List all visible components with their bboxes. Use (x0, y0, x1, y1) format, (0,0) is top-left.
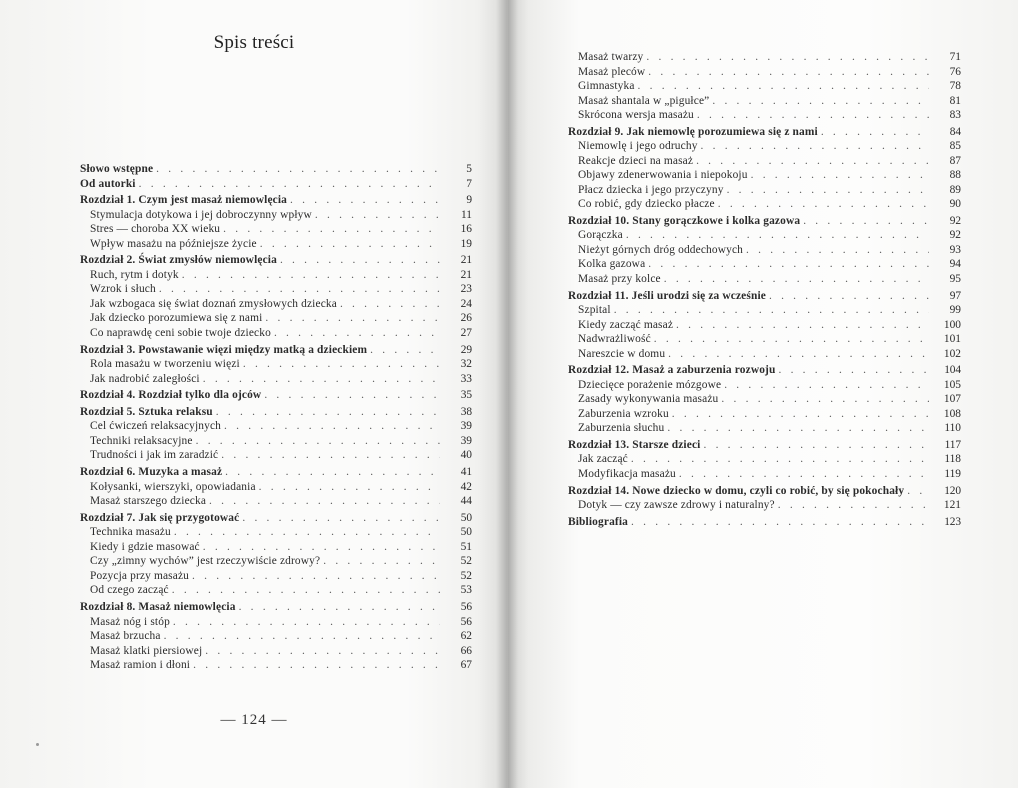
toc-entry-title: Objawy zdenerwowania i niepokoju (578, 169, 748, 182)
toc-entry-title: Masaż shantala w „pigułce” (578, 94, 710, 107)
toc-chapter-entry (568, 363, 961, 378)
toc-subentry (80, 525, 472, 540)
dot-leader (769, 289, 929, 304)
toc-entry-title: Rozdział 5. Sztuka relaksu (80, 405, 213, 418)
toc-entry-title: Rozdział 1. Czym jest masaż niemowlęcia (80, 194, 288, 207)
toc-entry-title: Rozdział 13. Starsze dzieci (568, 438, 701, 451)
toc-page-number: 71 (949, 51, 961, 63)
toc-chapter-entry (568, 515, 961, 530)
toc-subentry (80, 448, 472, 463)
toc-entry-title: Kiedy zacząć masaż (578, 318, 674, 331)
toc-entry-title: Masaż twarzy (578, 51, 644, 63)
toc-subentry (80, 494, 472, 509)
dot-leader (721, 392, 929, 407)
toc-entry-title: Kołysanki, wierszyki, opowiadania (90, 480, 256, 493)
toc-page-number: 99 (949, 304, 961, 317)
dot-leader (340, 297, 440, 312)
toc-page-number: 120 (944, 484, 961, 497)
dot-leader (631, 452, 929, 467)
dot-leader (803, 214, 929, 229)
toc-page-number: 56 (460, 601, 472, 613)
dot-leader (239, 600, 440, 615)
toc-chapter-entry (80, 253, 472, 268)
toc-subentry (80, 540, 472, 555)
dot-leader (697, 108, 929, 123)
dot-leader (173, 615, 440, 630)
toc-page-number: 42 (460, 480, 472, 493)
dot-leader (821, 125, 929, 140)
dot-leader (156, 162, 440, 177)
toc-entry-title: Zasady wykonywania masażu (578, 393, 719, 406)
dot-leader (216, 405, 440, 420)
dot-leader (164, 629, 440, 644)
dot-leader (646, 50, 929, 65)
dot-leader (274, 326, 440, 341)
toc-subentry (80, 372, 472, 387)
toc-page-number: 66 (460, 644, 472, 657)
dot-leader (242, 511, 440, 526)
dot-leader (746, 243, 929, 258)
toc-subentry (568, 452, 961, 467)
toc-subentry (568, 108, 961, 123)
toc-entry-title: Niemowlę i jego odruchy (578, 140, 698, 153)
toc-subentry (80, 583, 472, 598)
toc-subentry (80, 237, 472, 252)
toc-chapter-entry (80, 343, 472, 358)
toc-entry-title: Stymulacja dotykowa i jej dobroczynny wpływ (90, 208, 312, 221)
toc-subentry (568, 407, 961, 422)
toc-page-number: 67 (460, 659, 472, 671)
dot-leader (701, 139, 929, 154)
dot-leader (224, 419, 440, 434)
toc-subentry (568, 94, 961, 109)
toc-entry-title: Gimnastyka (578, 80, 635, 92)
toc-subentry (568, 168, 961, 183)
toc-entry-title: Nieżyt górnych dróg oddechowych (578, 243, 744, 256)
toc-page-number: 39 (460, 434, 472, 447)
toc-chapter-entry (568, 484, 961, 499)
dot-leader (654, 332, 929, 347)
toc-subentry (80, 554, 472, 569)
dot-leader (664, 272, 929, 287)
toc-entry-title: Rozdział 11. Jeśli urodzi się za wcześnie (568, 289, 766, 302)
toc-subentry (80, 326, 472, 341)
toc-page-number: 87 (949, 154, 961, 167)
toc-subentry (568, 498, 961, 513)
toc-right-list (568, 50, 961, 529)
toc-entry-title: Rozdział 9. Jak niemowlę porozumiewa się z nami (568, 125, 818, 138)
toc-page-number: 93 (949, 243, 961, 256)
dot-leader (290, 193, 440, 208)
toc-page-number: 105 (943, 378, 961, 391)
toc-entry-title: Dotyk — czy zawsze zdrowy i naturalny? (578, 499, 775, 512)
paper-speck (36, 743, 39, 746)
toc-page-number: 44 (460, 495, 472, 508)
toc-subentry (568, 421, 961, 436)
toc-left-list (80, 162, 472, 673)
toc-entry-title: Nareszcie w domu (578, 347, 666, 360)
toc-entry-title: Rozdział 12. Masaż a zaburzenia rozwoju (568, 364, 776, 377)
toc-entry-title: Masaż nóg i stóp (90, 615, 170, 628)
toc-page-number: 85 (949, 140, 961, 153)
book-gutter-shadow (496, 0, 518, 788)
toc-subentry (80, 629, 472, 644)
toc-entry-title: Technika masażu (90, 526, 171, 539)
toc-page-number: 51 (460, 540, 472, 553)
toc-page-number: 100 (943, 318, 961, 331)
dot-leader (174, 525, 440, 540)
toc-subentry (568, 139, 961, 154)
toc-page-number: 102 (943, 347, 961, 360)
toc-entry-title: Od czego zacząć (90, 584, 169, 597)
toc-page-number: 92 (949, 229, 961, 242)
toc-entry-title: Jak wzbogaca się świat doznań zmysłowych dziecka (90, 297, 337, 310)
dot-leader (751, 168, 929, 183)
toc-subentry (568, 272, 961, 287)
dot-leader (182, 268, 440, 283)
dot-leader (260, 237, 440, 252)
dot-leader (315, 208, 440, 223)
toc-page-number: 26 (460, 312, 472, 325)
toc-subentry (568, 50, 961, 65)
toc-page-number: 92 (949, 214, 961, 227)
toc-entry-title: Czy „zimny wychów” jest rzeczywiście zdrowy? (90, 555, 321, 568)
toc-page-number: 5 (466, 163, 472, 175)
toc-page-number: 40 (460, 449, 472, 462)
toc-page-number: 11 (461, 208, 472, 221)
toc-subentry (80, 434, 472, 449)
toc-subentry (568, 228, 961, 243)
toc-entry-title: Wzrok i słuch (90, 283, 156, 296)
dot-leader (614, 303, 929, 318)
toc-entry-title: Szpital (578, 304, 611, 317)
dot-leader (626, 228, 929, 243)
toc-entry-title: Cel ćwiczeń relaksacyjnych (90, 420, 222, 433)
toc-entry-title: Nadwrażliwość (578, 333, 651, 346)
toc-entry-title: Rozdział 10. Stany gorączkowe i kolka gazowa (568, 214, 801, 227)
dot-leader (203, 540, 440, 555)
toc-subentry (568, 197, 961, 212)
toc-subentry (80, 480, 472, 495)
toc-chapter-entry (568, 214, 961, 229)
toc-entry-title: Jak dziecko porozumiewa się z nami (90, 312, 263, 325)
toc-entry-title: Bibliografia (568, 515, 629, 528)
toc-subentry (80, 644, 472, 659)
toc-entry-title: Zaburzenia słuchu (578, 422, 665, 435)
toc-page-number: 118 (944, 453, 961, 466)
toc-entry-title: Modyfikacja masażu (578, 467, 676, 480)
toc-entry-title: Kiedy i gdzie masować (90, 540, 200, 553)
dot-leader (193, 658, 440, 673)
dot-leader (696, 154, 929, 169)
toc-page-number: 101 (943, 333, 961, 346)
toc-entry-title: Rozdział 7. Jak się przygotować (80, 511, 240, 524)
toc-subentry (568, 347, 961, 362)
toc-page-number: 50 (460, 511, 472, 524)
toc-page-number: 90 (949, 198, 961, 211)
toc-entry-title: Rozdział 3. Powstawanie więzi między matką a dzieckiem (80, 343, 368, 356)
toc-page-number: 32 (460, 358, 472, 371)
toc-entry-title: Płacz dziecka i jego przyczyny (578, 183, 724, 196)
dot-leader (221, 448, 440, 463)
toc-page-number: 76 (949, 65, 961, 78)
toc-page-number: 119 (944, 467, 961, 480)
toc-entry-title: Masaż brzucha (90, 630, 161, 642)
dot-leader (223, 222, 440, 237)
dot-leader (265, 311, 440, 326)
toc-entry-title: Trudności i jak im zaradzić (90, 449, 219, 462)
toc-entry (80, 177, 472, 192)
toc-subentry (80, 222, 472, 237)
dot-leader (638, 79, 929, 94)
toc-chapter-entry (80, 600, 472, 615)
toc-subentry (568, 65, 961, 80)
toc-entry-title: Skrócona wersja masażu (578, 109, 694, 121)
toc-page-number: 88 (949, 169, 961, 182)
toc-entry-title: Stres — choroba XX wieku (90, 223, 221, 236)
dot-leader (196, 434, 440, 449)
toc-subentry (80, 658, 472, 673)
toc-entry-title: Masaż ramion i dłoni (90, 659, 191, 671)
toc-subentry (568, 243, 961, 258)
dot-leader (676, 318, 929, 333)
toc-page-number: 108 (943, 407, 961, 420)
dot-leader (679, 467, 929, 482)
dot-leader (139, 177, 440, 192)
toc-page-number: 110 (944, 422, 961, 435)
toc-subentry (80, 208, 472, 223)
toc-entry-title: Rozdział 4. Rozdział tylko dla ojców (80, 389, 262, 402)
toc-page-number: 16 (460, 223, 472, 236)
dot-leader (280, 253, 440, 268)
toc-entry-title: Jak nadrobić zaległości (90, 372, 200, 385)
toc-page-number: 21 (460, 254, 472, 267)
page-number: — 124 — (220, 712, 288, 728)
toc-page-number: 52 (460, 569, 472, 582)
dot-leader (259, 480, 440, 495)
dot-leader (712, 94, 929, 109)
toc-page-number: 117 (944, 438, 961, 451)
toc-entry-title: Rozdział 2. Świat zmysłów niemowlęcia (80, 254, 277, 267)
dot-leader (703, 438, 929, 453)
dot-leader (778, 498, 929, 513)
toc-page-number: 33 (460, 372, 472, 385)
dot-leader (172, 583, 440, 598)
toc-page-number: 52 (460, 555, 472, 568)
toc-subentry (568, 467, 961, 482)
toc-page-number: 78 (949, 80, 961, 92)
dot-leader (159, 282, 440, 297)
toc-chapter-entry (80, 405, 472, 420)
toc-chapter-entry (80, 511, 472, 526)
toc-subentry (80, 615, 472, 630)
toc-page-number: 104 (944, 364, 961, 377)
toc-page-number: 81 (949, 94, 961, 107)
toc-entry-title: Kolka gazowa (578, 258, 646, 271)
dot-leader (718, 197, 929, 212)
toc-chapter-entry (80, 388, 472, 403)
toc-page-number: 19 (460, 237, 472, 250)
toc-chapter-entry (568, 125, 961, 140)
toc-subentry (80, 357, 472, 372)
dot-leader (907, 484, 929, 499)
dot-leader (727, 183, 929, 198)
toc-page-number: 7 (466, 177, 472, 190)
toc-page-number: 29 (460, 343, 472, 356)
toc-chapter-entry (80, 193, 472, 208)
left-page (0, 0, 508, 788)
dot-leader (203, 372, 440, 387)
toc-subentry (80, 282, 472, 297)
toc-entry-title: Masaż przy kolce (578, 272, 661, 285)
toc-entry-title: Dziecięce porażenie mózgowe (578, 378, 722, 391)
dot-leader (243, 357, 440, 372)
toc-page-number: 38 (460, 405, 472, 418)
dot-leader (264, 388, 440, 403)
toc-page-number: 23 (460, 283, 472, 296)
toc-page-number: 123 (944, 515, 961, 528)
toc-page-number: 83 (949, 109, 961, 121)
toc-subentry (568, 318, 961, 333)
toc-subentry (80, 268, 472, 283)
toc-page-number: 24 (460, 297, 472, 310)
toc-chapter-entry (80, 465, 472, 480)
toc-subentry (568, 303, 961, 318)
toc-entry-title: Masaż starszego dziecka (90, 495, 207, 508)
toc-page-number: 121 (943, 499, 961, 512)
toc-subentry (568, 332, 961, 347)
dot-leader (323, 554, 440, 569)
dot-leader (667, 421, 929, 436)
dot-leader (668, 347, 929, 362)
toc-entry-title: Pozycja przy masażu (90, 569, 189, 582)
toc-entry-title: Wpływ masażu na późniejsze życie (90, 237, 257, 250)
toc-page-number: 53 (460, 584, 472, 597)
toc-chapter-entry (568, 438, 961, 453)
toc-entry-title: Co naprawdę ceni sobie twoje dziecko (90, 326, 271, 339)
toc-entry-title: Techniki relaksacyjne (90, 434, 193, 447)
dot-leader (192, 569, 440, 584)
toc-page-number: 50 (460, 526, 472, 539)
toc-entry-title: Masaż klatki piersiowej (90, 644, 203, 657)
toc-page-number: 9 (466, 194, 472, 207)
toc-subentry (568, 378, 961, 393)
toc-entry-title: Zaburzenia wzroku (578, 407, 669, 420)
toc-page-number: 97 (949, 289, 961, 302)
toc-page-number: 41 (460, 466, 472, 479)
toc-entry-title: Reakcje dzieci na masaż (578, 154, 694, 167)
toc-entry-title: Ruch, rytm i dotyk (90, 268, 179, 281)
toc-entry-title: Rozdział 6. Muzyka a masaż (80, 466, 223, 479)
toc-page-number: 27 (460, 326, 472, 339)
dot-leader (778, 363, 929, 378)
toc-entry-title: Jak zacząć (578, 453, 628, 466)
toc-subentry (568, 257, 961, 272)
dot-leader (205, 644, 440, 659)
toc-page-number: 39 (460, 420, 472, 433)
toc-subentry (568, 392, 961, 407)
toc-page-number: 89 (949, 183, 961, 196)
toc-chapter-entry (568, 289, 961, 304)
page-title: Spis treści (213, 32, 295, 53)
toc-subentry (568, 183, 961, 198)
right-page (508, 0, 1018, 788)
dot-leader (631, 515, 929, 530)
toc-entry (80, 162, 472, 177)
toc-entry-title: Masaż pleców (578, 65, 646, 78)
dot-leader (648, 65, 929, 80)
toc-entry-title: Rozdział 8. Masaż niemowlęcia (80, 601, 236, 613)
toc-entry-title: Gorączka (578, 229, 623, 242)
toc-page-number: 35 (460, 389, 472, 402)
toc-page-number: 95 (949, 272, 961, 285)
toc-subentry (80, 569, 472, 584)
toc-subentry (568, 79, 961, 94)
dot-leader (225, 465, 440, 480)
toc-entry-title: Od autorki (80, 177, 136, 190)
toc-page-number: 94 (949, 258, 961, 271)
toc-page-number: 62 (460, 630, 472, 642)
dot-leader (672, 407, 929, 422)
toc-entry-title: Co robić, gdy dziecko płacze (578, 198, 715, 211)
toc-page-number: 107 (943, 393, 961, 406)
dot-leader (648, 257, 929, 272)
toc-entry-title: Rozdział 14. Nowe dziecko w domu, czyli co robić, by się pokochały (568, 484, 905, 497)
toc-subentry (80, 297, 472, 312)
toc-entry-title: Rola masażu w tworzeniu więzi (90, 358, 240, 371)
dot-leader (370, 343, 440, 358)
toc-subentry (568, 154, 961, 169)
toc-entry-title: Słowo wstępne (80, 163, 154, 175)
toc-page-number: 21 (460, 268, 472, 281)
toc-page-number: 84 (949, 125, 961, 138)
toc-page-number: 56 (460, 615, 472, 628)
dot-leader (724, 378, 929, 393)
toc-subentry (80, 419, 472, 434)
toc-subentry (80, 311, 472, 326)
dot-leader (209, 494, 440, 509)
